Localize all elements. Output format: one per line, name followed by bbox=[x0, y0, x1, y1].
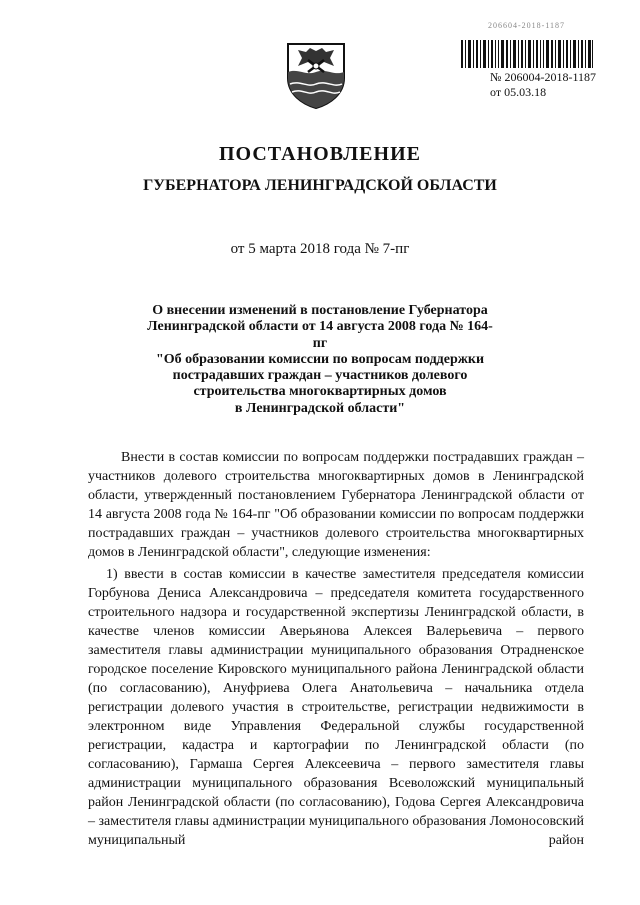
barcode bbox=[461, 40, 593, 68]
body-paragraph-item-1 bbox=[88, 565, 584, 850]
document-issuer: ГУБЕРНАТОРА ЛЕНИНГРАДСКОЙ ОБЛАСТИ bbox=[143, 177, 497, 194]
document-date-number: от 5 марта 2018 года № 7-пг bbox=[230, 241, 410, 257]
registration-date: от 05.03.18 bbox=[490, 85, 547, 99]
paragraph-text: Внести в состав комиссии по вопросам поддержки пострадавших граждан – участников долевого строительства многоквартирных домов в Ленинградской области, утвержденный постановлением Губернатора Ленинградской области от 14 августа 2008 года № 164-пг "Об образовании комиссии по вопросам поддержки пострадавших граждан – участников долевого строительства многоквартирных домов в Ленинградской области", следующие изменения: bbox=[88, 450, 584, 560]
top-stamp-text: 206604-2018-1187 bbox=[488, 21, 566, 30]
body-paragraph-intro bbox=[88, 448, 584, 562]
registration-number: № 206004-2018-1187 bbox=[490, 70, 596, 84]
coat-of-arms-emblem bbox=[284, 38, 348, 110]
subject-line: Ленинградской области от 14 августа 2008 года № 164-пг bbox=[147, 319, 493, 351]
subject-line: пострадавших граждан – участников долевого bbox=[172, 368, 468, 384]
subject-line: в Ленинградской области" bbox=[234, 400, 406, 416]
paragraph-text: 1) ввести в состав комиссии в качестве заместителя председателя комиссии Горбунова Дениса Александровича – председателя комитета государственного строительного надзора и государственной экспертизы Ленинградской области, в качестве членов комиссии Аверьянова Алексея Валерьевича – первого заместителя главы администрации муниципального образования Отрадненское городское поселение Кировского муниципального района Ленинградской области (по согласованию), Ануфриева Олега Анатольевича – начальника отдела регистрации долевого участия в строительстве, регистрации недвижимости в электронном виде Управления Федеральной службы государственной регистрации, кадастра и картографии по Ленинградской области (по согласованию), Гармаша Сергея Алексеевича – первого заместителя главы администрации муниципального образования Всеволожский муниципальный район Ленинградской области (по согласованию), Годова Сергея Александровича – заместителя главы администрации муниципального образования Ломоносовский муниципальный район bbox=[88, 567, 584, 848]
subject-line: строительства многоквартирных домов bbox=[193, 384, 447, 400]
document-subject bbox=[140, 303, 500, 417]
subject-line: О внесении изменений в постановление Губернатора bbox=[152, 303, 488, 318]
subject-line: "Об образовании комиссии по вопросам поддержки bbox=[155, 351, 485, 367]
document-title: ПОСТАНОВЛЕНИЕ bbox=[219, 143, 421, 165]
